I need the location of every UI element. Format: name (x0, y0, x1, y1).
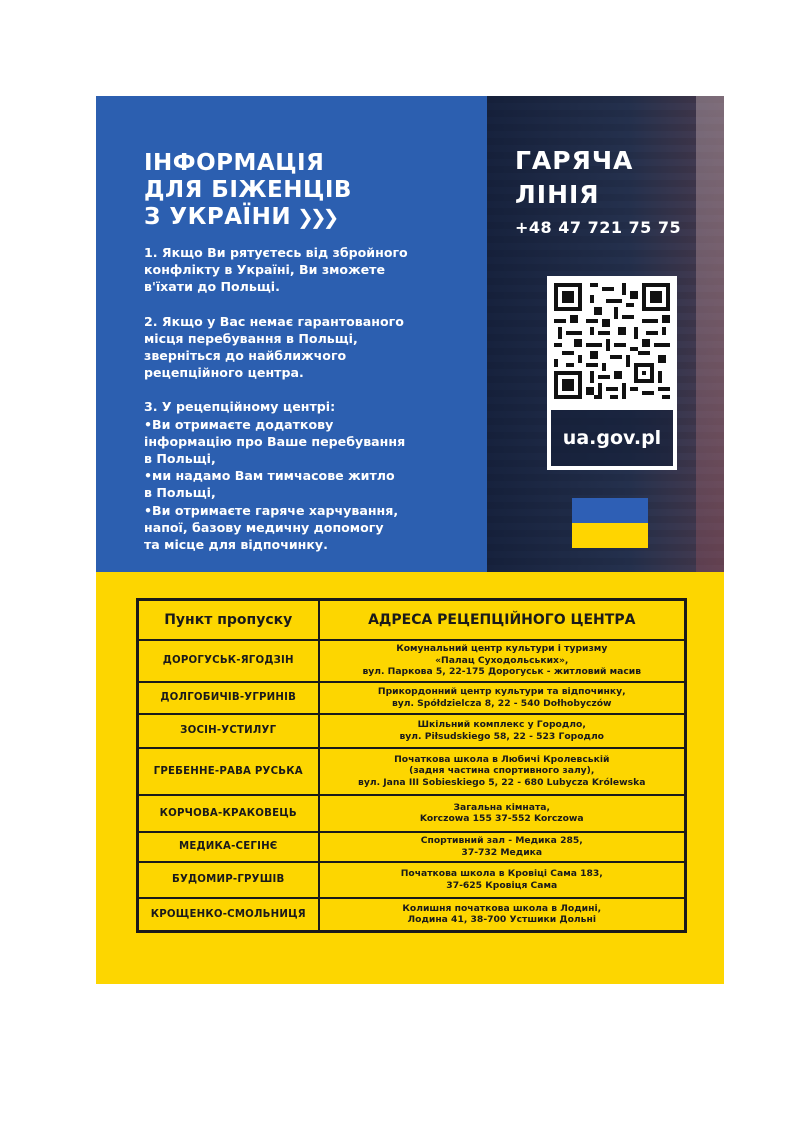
checkpoint-cell: КОРЧОВА-КРАКОВЕЦЬ (138, 795, 319, 832)
hotline-title-line-2: ЛІНІЯ (515, 180, 600, 209)
address-line: Колишня початкова школа в Лодині, (402, 902, 602, 914)
flag-yellow-band (572, 523, 648, 548)
flag-blue-band (572, 498, 648, 523)
address-line: Початкова школа в Любичі Кролевській (394, 753, 610, 765)
address-line: Лодина 41, 38-700 Устшики Дольні (407, 914, 596, 926)
website-link[interactable]: ua.gov.pl (547, 406, 677, 470)
table-row (138, 640, 686, 682)
refugee-info-poster (96, 96, 724, 984)
address-cell (319, 640, 686, 682)
address-line: вул. Piłsudskiego 58, 22 - 523 Городло (399, 730, 604, 742)
ukraine-flag-icon (572, 498, 648, 548)
address-line: (задня частина спортивного залу), (409, 765, 595, 777)
step-3-line: інформацію про Ваше перебування (144, 433, 406, 449)
address-line: 37-625 Кровіця Сама (446, 879, 558, 891)
address-line: 37-732 Медика (461, 846, 543, 858)
checkpoint-cell: ЗОСІН-УСТИЛУГ (138, 714, 319, 748)
hotline-title (515, 144, 715, 212)
step-3-line: в Польщі, (144, 451, 216, 467)
table-header-row (138, 600, 686, 640)
step-2-line: 2. Якщо у Вас немає гарантованого (144, 313, 404, 329)
step-3-line: в Польщі, (144, 485, 216, 501)
address-line: Початкова школа в Кровіці Сама 183, (400, 868, 603, 879)
reception-centers-panel (96, 572, 724, 984)
headline-line-1: ІНФОРМАЦІЯ (144, 150, 325, 176)
chevrons-right-icon: ❯❯❯ (297, 205, 336, 229)
table-row (138, 682, 686, 714)
steps-list (144, 244, 464, 553)
address-line: вул. Паркова 5, 22-175 Дорогуськ - житловий масив (362, 666, 642, 678)
checkpoint-cell: ГРЕБЕННЕ-РАВА РУСЬКА (138, 748, 319, 795)
address-line: Спортивний зал - Медика 285, (420, 835, 583, 846)
step-3-line: напої, базову медичну допомогу (144, 519, 384, 535)
info-panel (96, 96, 487, 572)
reception-centers-table (136, 598, 687, 933)
address-line: вул. Spółdzielcza 8, 22 - 540 Dołhobyczów (391, 697, 612, 709)
hotline-phone[interactable]: +48 47 721 75 75 (515, 218, 682, 237)
step-3-line: •Ви отримаєте додаткову (144, 416, 334, 432)
column-header-address: АДРЕСА РЕЦЕПЦІЙНОГО ЦЕНТРА (319, 600, 686, 640)
step-3-line: 3. У рецепційному центрі: (144, 399, 336, 415)
address-cell (319, 714, 686, 748)
hotline-title-line-1: ГАРЯЧА (515, 146, 634, 175)
headline-line-3-text: З УКРАЇНИ (144, 204, 292, 230)
headline-line-3 (144, 204, 474, 231)
headline (144, 150, 474, 231)
address-cell (319, 832, 686, 862)
hotline-panel (487, 96, 724, 572)
address-line: вул. Jana III Sobieskiego 5, 22 - 680 Lubycza Królewska (358, 776, 646, 788)
step-3-line: •Ви отримаєте гаряче харчування, (144, 502, 399, 518)
step-3-line: та місце для відпочинку. (144, 537, 328, 553)
table-row (138, 898, 686, 932)
checkpoint-cell: КРОЩЕНКО-СМОЛЬНИЦЯ (138, 898, 319, 932)
headline-line-2: ДЛЯ БІЖЕНЦІВ (144, 177, 352, 203)
table-row (138, 714, 686, 748)
step-2-line: місця перебування в Польщі, (144, 330, 358, 346)
address-line: Шкільний комплекс у Городло, (417, 719, 586, 730)
address-cell (319, 795, 686, 832)
table-row (138, 832, 686, 862)
address-cell (319, 682, 686, 714)
address-cell (319, 862, 686, 898)
address-line: Загальна кімната, (453, 801, 550, 813)
step-1-line: конфлікту в Україні, Ви зможете (144, 262, 385, 278)
step-2-line: зверніться до найближчого (144, 348, 347, 364)
checkpoint-cell: ДОЛГОБИЧІВ-УГРИНІВ (138, 682, 319, 714)
address-line: Korczowa 155 37-552 Korczowa (419, 813, 584, 824)
address-line: «Палац Суходольських», (435, 654, 569, 666)
step-1-line: в'їхати до Польщі. (144, 279, 280, 295)
table-row (138, 795, 686, 832)
step-2-line: рецепційного центра. (144, 365, 304, 381)
address-cell (319, 898, 686, 932)
address-cell (319, 748, 686, 795)
checkpoint-cell: МЕДИКА-СЕГІНЄ (138, 832, 319, 862)
table-row (138, 862, 686, 898)
checkpoint-cell: БУДОМИР-ГРУШІВ (138, 862, 319, 898)
checkpoint-cell: ДОРОГУСЬК-ЯГОДЗІН (138, 640, 319, 682)
step-3-line: •ми надамо Вам тимчасове житло (144, 468, 395, 484)
column-header-checkpoint: Пункт пропуску (138, 600, 319, 640)
step-1-line: 1. Якщо Ви рятуєтесь від збройного (144, 245, 408, 260)
address-line: Комунальний центр культури і туризму (396, 643, 608, 655)
address-line: Прикордонний центр культури та відпочинку, (377, 686, 626, 697)
table-row (138, 748, 686, 795)
qr-code-icon[interactable] (547, 276, 677, 406)
qr-code-graphic (554, 283, 670, 399)
